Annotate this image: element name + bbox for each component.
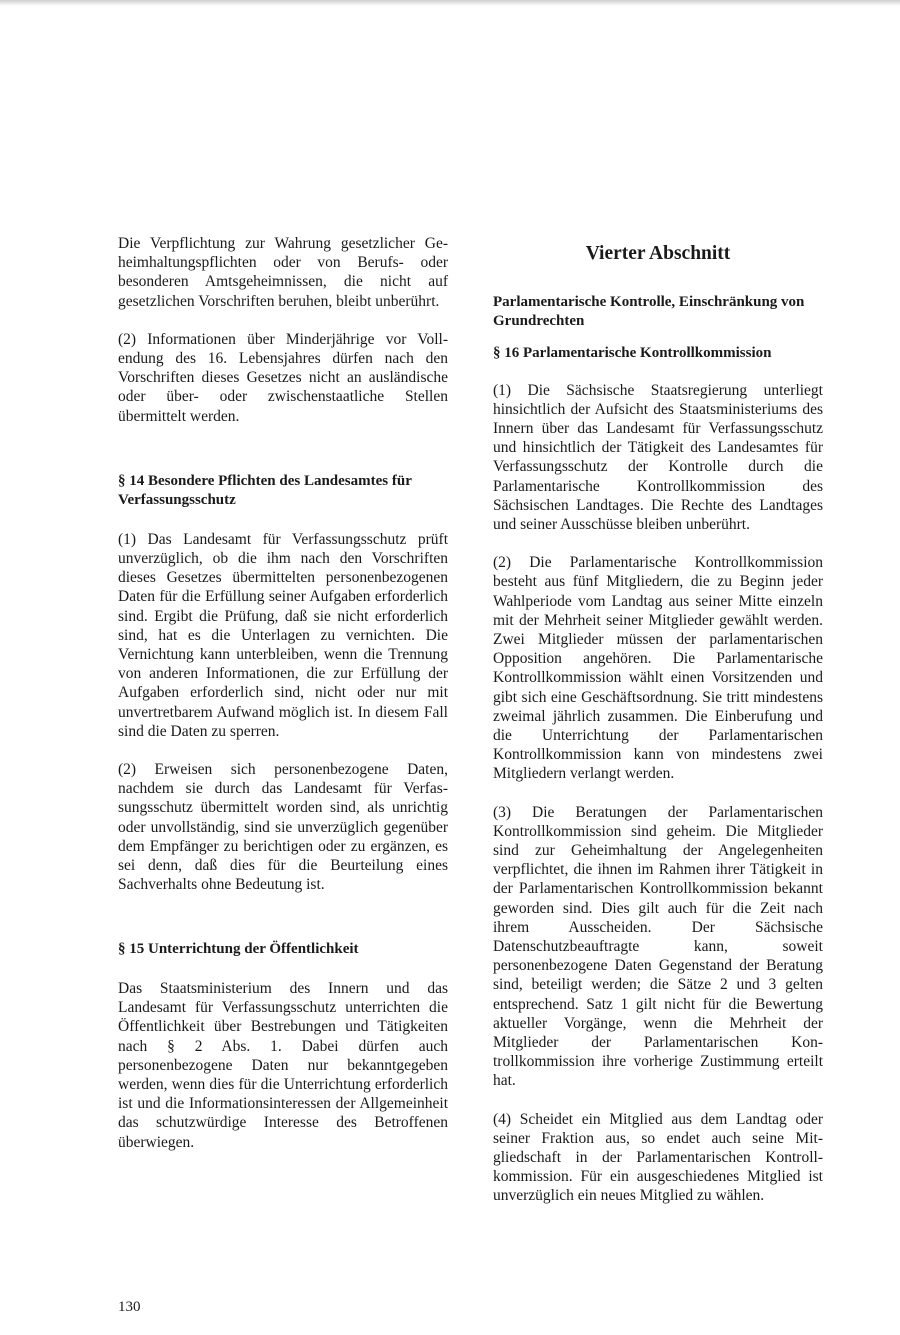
- paragraph-14-1: (1) Das Landesamt für Verfassungsschutz prüft unverzüglich, ob die ihm nach den Vorschriften dieses Gesetzes übermittelten personenbezogenen Daten für die Erfüllung seiner Aufgaben erforderlich sind. Ergibt die Prüfung, daß sie nicht erforderlich sind, hat es die Unterlagen zu vernichten. Die Vernichtung kann unterbleiben, wenn die Trennung von anderen Informationen, die zur Erfüllung der Aufgaben erforderlich sind, nicht oder nur mit unvertretbarem Aufwand möglich ist. In diesem Fall sind die Daten zu sperren.: [118, 530, 448, 740]
- section-16-heading: § 16 Parlamentarische Kontrollkommission: [493, 345, 772, 361]
- left-column: [118, 234, 448, 1152]
- paragraph-15: Das Staatsministerium des Innern und das Landesamt für Verfassungsschutz unterrichten die Öffentlichkeit über Bestrebungen und Tätigkeiten nach § 2 Abs. 1. Dabei dürfen auch personenbezogene Daten nur bekanntgegeben werden, wenn dies für die Unterrichtung erforderlich ist und die Informationsinteressen der Allgemeinheit das schutzwürdige Interesse des Betroffenen überwiegen.: [118, 979, 448, 1151]
- paragraph-13-2: (2) Informationen über Minderjährige vor Vollendung des 16. Lebensjahres dürfen nach den Vorschriften dieses Gesetzes nicht an ausländische oder über- oder zwischenstaatliche Stellen übermittelt werden.: [118, 330, 448, 425]
- paragraph-16-4: (4) Scheidet ein Mitglied aus dem Landtag oder seiner Fraktion aus, so endet auch seine Mitgliedschaft in der Parlamentarischen Kontrollkommission. Für ein ausgeschiedenes Mitglied ist unverzüglich ein neues Mitglied zu wählen.: [493, 1110, 823, 1205]
- page-number: 130: [118, 1299, 141, 1315]
- section-15-heading: § 15 Unterrichtung der Öffentlichkeit: [118, 941, 359, 958]
- paragraph-14-2: (2) Erweisen sich personenbezogene Daten, nachdem sie durch das Landesamt für Verfassungsschutz übermittelt worden sind, als unrichtig oder unvollständig, sind sie unverzüglich gegenüber dem Empfänger zu berichtigen oder zu ergänzen, es sei denn, daß dies für die Beurteilung eines Sachverhalts ohne Bedeutung ist.: [118, 761, 448, 894]
- page-top-edge: [0, 0, 900, 6]
- section-14-heading: § 14 Besondere Pflichten des Landesamtes für Verfassungsschutz: [118, 472, 412, 509]
- paragraph-16-3: (3) Die Beratungen der Parlamentarischen Kontrollkommission sind geheim. Die Mitglieder sind zur Geheimhaltung der Angelegenheiten verpflichtet, die ihnen im Rahmen ihrer Tätigkeit in der Parlamentarischen Kontrollkommission bekannt geworden sind. Dies gilt auch für die Zeit nach ihrem Ausscheiden. Der Sächsische Datenschutzbeauftragte kann, soweit personenbezogene Daten Gegenstand der Beratung sind, beteiligt werden; die Sätze 2 und 3 gelten entsprechend. Satz 1 gilt nicht für die Bewertung aktueller Vorgänge, wenn die Mehrheit der Mitglieder der Parlamentarischen Kontrollkommission ihre vorherige Zustimmung erteilt hat.: [493, 803, 823, 1090]
- chapter-title: Vierter Abschnitt: [585, 243, 731, 264]
- paragraph-16-1: (1) Die Sächsische Staatsregierung unterliegt hinsichtlich der Aufsicht des Staatsministeriums des Innern über das Landesamt für Verfassungsschutz und hinsichtlich der Tätigkeit des Landesamtes für Verfassungsschutz der Kontrolle durch die Parlamentarische Kontrollkommission des Sächsischen Landtages. Die Rechte des Landtages und seiner Ausschüsse bleiben unberührt.: [493, 381, 823, 533]
- paragraph-16-2: (2) Die Parlamentarische Kontrollkommission besteht aus fünf Mitgliedern, die zu Beginn jeder Wahlperiode vom Landtag aus seiner Mitte einzeln mit der Mehrheit seiner Mitglieder gewählt werden. Zwei Mitglieder müssen der parlamentarischen Opposition angehören. Die Parlamentarische Kontrollkommission wählt einen Vorsitzenden und gibt sich eine Geschäftsordnung. Sie tritt mindestens zweimal jährlich zusammen. Die Einberufung und die Unterrichtung der Parlamentarischen Kontrollkommission kann von mindestens zwei Mitgliedern verlangt werden.: [493, 554, 823, 783]
- chapter-subtitle: Parlamentarische Kontrolle, Einschränkung von Grundrechten: [493, 294, 805, 329]
- right-column: [493, 234, 823, 1206]
- paragraph-13-1-continuation: Die Verpflichtung zur Wahrung gesetzlicher Geheimhaltungspflichten oder von Berufs- oder besonderen Amtsgeheimnissen, die nicht auf gesetzlichen Vorschriften beruhen, bleibt unberührt.: [118, 235, 448, 310]
